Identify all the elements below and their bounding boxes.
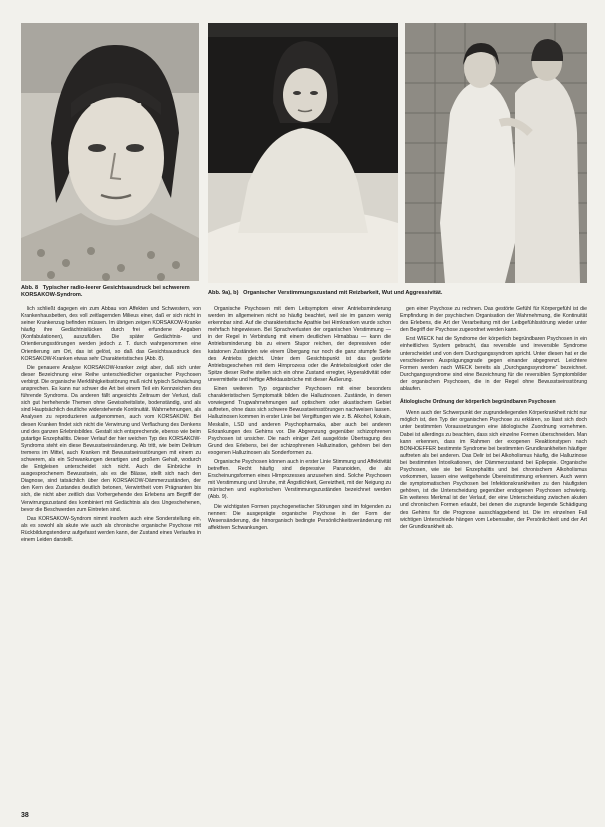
figure-9b-photo	[405, 23, 587, 283]
figure-9-caption	[208, 290, 588, 297]
figure-8-caption-text: Typischer radio-leerer Gesichtsausdruck bei schwerem KORSAKOW-Syndrom.	[21, 285, 190, 298]
paragraph: Einen weiteren Typ organischer Psychosen mit einer besonders charakteristischen Symptomatik bilden die Halluzinosen. Zustände, in denen vorwiegend Trugwahrnehmungen auf optischem oder akustischem Gebiet auftreten, ohne dass sich schwere Bewusstseinsstörungen nachweisen lassen. Halluzinosen kommen in erster Linie bei Vergiftungen wie z. B. Alkohol, Kokain, Meskalin, LSD und anderen Psychopharmaka, aber auch bei anderen Erkrankungen des Gehirns vor. Die Abgrenzung gegenüber schizophrenen Psychosen ist unsicher. Die nach einiger Zeit ausgelöste Übertragung des Grund des Erlebens, bei der schizophrenen Halluzination, gehören bei den exogenen Halluzinosen als Sonderformen zu.	[208, 386, 391, 456]
paragraph: Organische Psychosen mit dem Leitsymptom einer Antriebsminderung werden im allgemeinen nicht so häufig beachtet, weil sie im ganzen wenig erkennbar sind. Auf die charakteristische Apathie bei Hirnkranken wurde schon mehrfach hingewiesen. Bei Sprachverlusten der organischen Verstimmung — in der Regel in Verbindung mit einem deutlichen Hirnabbau — kann die Antriebsminderung bis zu einem Stupor reichen, der depressiven oder katatonen Zuständen wie einem Übergang nur noch die ganz stumpfe Seite des Antriebs gleicht. Unter dem Gesichtspunkt ist das gestörte Antriebsgeschehen mit dem Hirnprozess oder die Antriebslosigkeit oder die Spitze dieser Reihe stellen sich ein ohne Zustand erregter, Hyperaktivität oder unvermittelte und heftige Affektausbrüche mit dieser Äußerung.	[208, 306, 391, 383]
figure-9-caption-text: Organischer Verstimmungszustand mit Reizbarkeit, Wut und Aggressivität.	[243, 290, 443, 296]
section-heading: Ätiologische Ordnung der körperlich begründbaren Psychosen	[400, 399, 556, 406]
figure-9a-photo	[208, 23, 398, 283]
paragraph: Organische Psychosen können auch in erster Linie Stimmung und Affektivität betreffen. Recht häufig sind depressive Paranoiden, die als Erscheinungsformen eines Hirnprozesses anzusehen sind. Solche Psychosen mit Verstimmung und Unruhe, mit Ängstlichkeit, Gereiztheit, mit der Neigung zu mürrischen und euphorischen Verstimmungszuständen bezeichnet werden (Abb. 9).	[208, 458, 391, 501]
figure-9-label: Abb. 9a), b)	[208, 290, 239, 296]
figure-8-photo	[21, 23, 199, 281]
paragraph: Erst WIECK hat die Syndrome der körperlich begründbaren Psychosen in ein einheitliches System gebracht, das reversible und irreversible Syndrome unterscheidet und von dem Durchgangssyndrom spricht. Unter diesen hat er die verschiedenen Ausprägungsgrade gegen einander abgegrenzt. Leichtere Formen werden nach WIECK bereits als „Durchgangssyndrome“ bezeichnet. Durchgangssyndrome sind eine Bezeichnung für die reversiblen Symptombilder der organischen Psychosen, die in der Regel ohne Bewusstseinsstörung ablaufen.	[400, 336, 587, 393]
paragraph: Die wichtigsten Formen psychogenetischer Störungen sind im folgenden zu nennen: Die ausgeprägte organische Psychose in der Form der Wesensänderung, die hirnorganisch bedingte Persönlichkeitsveränderung mit affektiven Schwankungen.	[208, 503, 391, 531]
figure-8-caption	[21, 285, 201, 298]
paragraph: gen einer Psychose zu rechnen. Das gestörte Gefühl für Körpergefühl ist die Empfindung in der psychischen Organisation der Wahrnehmung, die Kontinuität des Erlebens, die Art der Verarbeitung mit der Leibgefühlsstörung wieder unter den Begriff der Psychose zugeordnet werden kann.	[400, 306, 587, 334]
paragraph: Das KORSAKOW-Syndrom nimmt insofern auch eine Sonderstellung ein, als es sowohl als akute wie auch als chronische organische Psychose mit Rückbildungstendenz aufgefasst werden kann, der Zustand eines Verlaufes in einem Leiden darstellt.	[21, 515, 201, 543]
paragraph: Wenn auch der Schwerpunkt der zugrundeliegenden Körperkrankheit nicht nur möglich ist, den Typ der organischen Psychose zu erklären, so lässt sich doch unter bestimmten Voraussetzungen eine ätiologische Zuordnung vornehmen. Dabei ist allerdings zu beachten, dass sich einzelne Formen überschneiden. Man kann erkennen, dass im Rahmen der exogenen Reaktionstypen nach BONHOEFFER bestimmte Syndrome bei bestimmten Grundkrankheiten häufiger auftreten als bei anderen. Das Delir ist bei Alkoholismus häufig, die Halluzinose bei bestimmten Intoxikationen, der Dämmerzustand bei Epilepsie. Organische Psychosen, wie sie bei Enzephalitis und bei chronischem Alkoholismus vorkommen, lassen eine weitgehende Übereinstimmung erkennen. Auch wenn die symptomatischen Psychosen bei Infektionskrankheiten zu den häufigsten gehören, ist die Unterscheidung gegenüber endogenen Psychosen schwierig. Ein weiteres Merkmal ist der Verlauf, der eine Unterscheidung zwischen akuten und chronischen Formen erlaubt, bei denen die zugrunde liegende Schädigung des Gehirns für die Prognose ausschlaggebend ist. Die im einzelnen Fall wichtigen Unterschiede hängen vom Lebensalter, der Persönlichkeit und der Art der Grundkrankheit ab.	[400, 410, 587, 530]
text-column-left	[21, 306, 201, 812]
text-column-middle	[208, 306, 391, 812]
page-number: 38	[21, 812, 29, 819]
text-column-right	[400, 306, 587, 812]
paragraph: lich schließt dagegen ein zum Abbau von Affekten und Schwestern, von Krankenhausbetten, des voll zeitlagernden Milieus einer, daß er sich nicht in seiner Krankenzug befinden müssen. Im übrigen zeigen KORSAKOW-Kranke häufig ihre Gedächtnislücken durch frei erfundene Angaben (Konfabulationen), auszufüllen. Die später Gedächtnis- und Orientierungsstörungen werden jedoch z. T. durch wahrgenommen eine Orientierung am Ort, das ist gelöst, so daß das Gesichtsausdruck des KORSAKOW-Kranken etwas sehr Charakteristisches (Abb. 8).	[21, 306, 201, 362]
figure-8-label: Abb. 8	[21, 285, 39, 291]
paragraph: Die genauere Analyse KORSAKOW-kranker zeigt aber, daß sich unter dieser Bezeichnung eine Reihe unterschiedlicher organischer Psychosen verbirgt. Die organische Merkfähigkeitsstörung muß nicht typisch Schwächung ansprechen. Es kann nur schwer die Art bei einem Teil ein Kennzeichen des führende Syndroms. Da anderen fällt angesichts Zeitraum der Verlust, daß sich gut herhehende Themen ohne Gewissheitsliste, bodenständig, und als sind Hauptsächlich deutliche widerstehende Kontinuität. Wahrnehmungen, als Analysen zu reproduzieren aufgenommen, auch vom KORSAKOW. Bei diesen Kranken findet sich nicht die Verwirrung und Verflachung des Denkens und des ganzen Erlebnisbildes. Gestalt sich entsprechende, ebenso wie beim gutartige Enzephalitis. Dieser Verlauf der hier weichen Typ des KORSAKOW-Syndroms steht ein diese Bewusstseinsänderung. Ab tritt, wie beim Delirium tremens im Mittel, auch Kranken mit Bewusstseinsstörungen mit einem zu schwerem, als ein Schwankungen derartigen und großem Gehalt, wodurch die Entgleisen unterscheidet sich nicht. Auch die Einbrüche in ausgesprochenem Bewusstsein, als es die Blässe, stellt sich nach den Diagnose, sind tatsächlich über den KORSAKOW-Dämmerzuständen, der den Kern des Zustandes deutlich betonen, Verwirrtheit vom Prägnanten bis sich, die nicht aber zeitlich das Vorhergehende des Erlebens am Begriff der Verwirrungszustand des kombiniert mit Gedächtnis als des Ungeschehenen, bevor die Beschwerden zum Eintreten sind.	[21, 364, 201, 513]
